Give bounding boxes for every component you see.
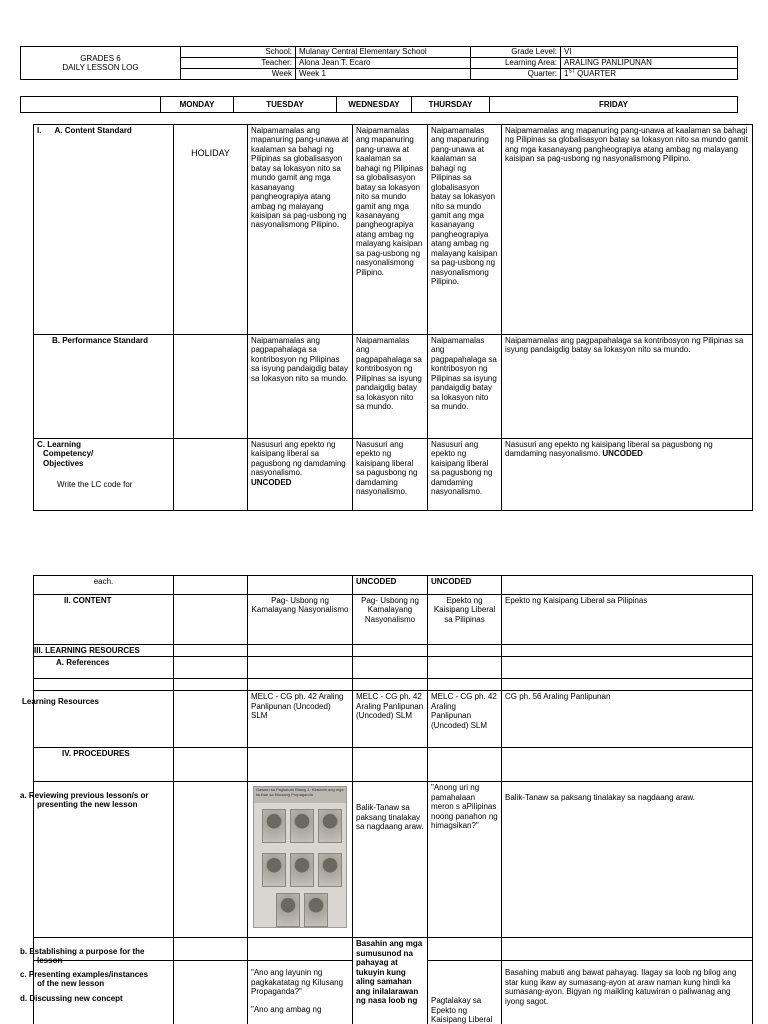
school-value: Mulanay Central Elementary School bbox=[296, 47, 471, 58]
content-standard-label: I. A. Content Standard bbox=[34, 125, 174, 335]
day-wednesday: WEDNESDAY bbox=[337, 97, 412, 113]
grade-value: VI bbox=[561, 47, 738, 58]
area-label: Learning Area: bbox=[471, 58, 561, 69]
week-label: Week bbox=[181, 69, 296, 80]
procedure-d-label-text: d. Discussing new concept bbox=[20, 994, 123, 1003]
week-value: Week 1 bbox=[296, 69, 471, 80]
quarter-value: 1ST QUARTER bbox=[561, 69, 738, 80]
teacher-label: Teacher: bbox=[181, 58, 296, 69]
performance-standard-label: B. Performance Standard bbox=[34, 335, 174, 439]
day-monday: MONDAY bbox=[161, 97, 234, 113]
quarter-label: Quarter: bbox=[471, 69, 561, 80]
portrait-8 bbox=[304, 893, 328, 927]
learning-competency-label: C. Learning Competency/ Objectives Write the LC code for bbox=[34, 439, 174, 511]
learning-competency-monday bbox=[174, 439, 248, 511]
performance-standard-thursday: Naipamamalas ang pagpapahalaga sa kontribosyon ng Pilipinas sa isyung pandaigdig batay sa lokasyon nito sa mundo. bbox=[428, 335, 502, 439]
content-standard-monday: HOLIDAY bbox=[174, 125, 248, 335]
resources-thursday: MELC - CG ph. 42 Araling Panlipunan (Uncoded) SLM bbox=[428, 691, 502, 748]
header-table bbox=[20, 46, 738, 80]
procedure-a-wednesday: Balik-Tanaw sa paksang tinalakay sa nagdaang araw. bbox=[353, 782, 428, 938]
lc-note-cont: each. bbox=[34, 576, 174, 595]
portrait-1 bbox=[262, 809, 286, 843]
performance-standard-monday bbox=[174, 335, 248, 439]
content-standard-wednesday: Naipamamalas ang mapanuring pang-unawa at kaalaman sa bahagi ng Pilipinas sa globalisasyon batay sa lokasyon nito sa mundo gamit ang mga kasanayang pangheograpiya atang ambag ng malayang kaisipan sa pag-usbong ng nasyonalismong Pilipino. bbox=[353, 125, 428, 335]
procedure-a-tuesday bbox=[248, 782, 353, 938]
procedure-a-friday: Balik-Tanaw sa paksang tinalakay sa nagdaang araw. bbox=[502, 782, 753, 938]
learning-competency-tuesday: Nasusuri ang epekto ng kaisipang liberal sa pagusbong ng damdaming nasyonalismo. UNCODED bbox=[248, 439, 353, 511]
learning-competency-thursday: Nasusuri ang epekto ng kaisipang liberal sa pagusbong ng damdaming nasyonalismo. bbox=[428, 439, 502, 511]
procedure-cd-tuesday: "Ano ang layunin ng pagkakatatag ng Kilusang Propaganda?" "Ano ang ambag ng bbox=[248, 961, 353, 1024]
content-standard-thursday: Naipamamalas ang mapanuring pang-unawa at kaalaman sa bahagi ng Pilipinas sa globalisasyon batay sa lokasyon nito sa mundo gamit ang mga kasanayang pangheograpiya atang ambag ng malayang kaisipan sa pag-usbong ng nasyonalismong Pilipino. bbox=[428, 125, 502, 335]
portrait-2 bbox=[290, 809, 314, 843]
content-friday: Epekto ng Kaisipang Liberal sa Pilipinas bbox=[502, 595, 753, 645]
content-tuesday: Pag- Usbong ng Kamalayang Nasyonalismo bbox=[248, 595, 353, 645]
teacher-value: Alona Jean T. Ecaro bbox=[296, 58, 471, 69]
grade-label: Grade Level: bbox=[471, 47, 561, 58]
days-header bbox=[20, 96, 738, 113]
procedure-b-label-text: b. Establishing a purpose for the lesson bbox=[20, 947, 145, 966]
day-thursday: THURSDAY bbox=[412, 97, 490, 113]
procedures-label: IV. PROCEDURES bbox=[34, 748, 174, 782]
propaganda-photo bbox=[253, 786, 347, 928]
log-title: GRADES 6 DAILY LESSON LOG bbox=[21, 47, 181, 80]
portrait-4 bbox=[262, 853, 286, 887]
procedure-c-label-text: c. Presenting examples/instances of the new lesson bbox=[20, 970, 149, 989]
procedure-a-thursday: "Anong uri ng pamahalaan meron s aPilipinas noong panahon ng himagsikan?" bbox=[428, 782, 502, 938]
day-tuesday: TUESDAY bbox=[234, 97, 337, 113]
school-label: School: bbox=[181, 47, 296, 58]
content-label: II. CONTENT bbox=[34, 595, 174, 645]
resources-wednesday: MELC - CG ph. 42 Araling Panlipunan (Uncoded) SLM bbox=[353, 691, 428, 748]
procedure-cd-wednesday: Basahin ang mga sumusunod na pahayag at tukuyin kung aling samahan ang inilalarawan ng nasa loob ng bbox=[353, 938, 428, 1024]
area-value: ARALING PANLIPUNAN bbox=[561, 58, 738, 69]
portrait-7 bbox=[276, 893, 300, 927]
performance-standard-tuesday: Naipamamalas ang pagpapahalaga sa kontribosyon ng Pilipinas sa isyung pandaigdig batay sa lokasyon nito sa mundo. bbox=[248, 335, 353, 439]
content-standard-tuesday: Naipamamalas ang mapanuring pang-unawa at kaalaman sa bahagi ng Pilipinas sa globalisasyon batay sa lokasyon nito sa mundo gamit ang mga kasanayang pangheograpiya atang ambag ng malayang kaisipan sa pag-usbong ng nasyonalismong Pilipino. bbox=[248, 125, 353, 335]
procedure-cd-friday: Basahing mabuti ang bawat pahayag. Ilagay sa loob ng bilog ang star kung ikaw ay sumasang-ayon at araw naman kung hindi ka sumasang-ayon. Bigyan ng maikling katuwiran o paliwanag ang iyong sagot. bbox=[502, 961, 753, 1024]
learning-resources-label: Learning Resources bbox=[22, 697, 99, 706]
thursday-code: UNCODED bbox=[428, 576, 502, 595]
performance-standard-friday: Naipamamalas ang pagpapahalaga sa kontribosyon ng Pilipinas sa isyung pandaigdig batay sa lokasyon nito sa mundo. bbox=[502, 335, 753, 439]
portrait-5 bbox=[290, 853, 314, 887]
content-thursday: Epekto ng Kaisipang Liberal sa Pilipinas bbox=[428, 595, 502, 645]
wednesday-code: UNCODED bbox=[353, 576, 428, 595]
performance-standard-wednesday: Naipamamalas ang pagpapahalaga sa kontribosyon ng Pilipinas sa isyung pandaigdig batay sa lokasyon nito sa mundo. bbox=[353, 335, 428, 439]
lesson-table-page1 bbox=[33, 124, 753, 511]
content-standard-friday: Naipamamalas ang mapanuring pang-unawa at kaalaman sa bahagi ng Pilipinas sa globalisasyon batay sa lokasyon nito sa mundo gamit ang mga kasanayang pangheograpiya atang ambag ng malayang kaisipan sa pag-usbong ng nasyonalismong Pilipino. bbox=[502, 125, 753, 335]
resources-friday: CG ph. 56 Araling Panlipunan bbox=[502, 691, 753, 748]
days-blank bbox=[21, 97, 161, 113]
day-friday: FRIDAY bbox=[490, 97, 738, 113]
procedure-cd-thursday: Pagtalakay sa Epekto ng Kaisipang Liberal bbox=[428, 961, 502, 1024]
portrait-6 bbox=[318, 853, 342, 887]
resources-tuesday: MELC - CG ph. 42 Araling Panlipunan (Uncoded) SLM bbox=[248, 691, 353, 748]
learning-competency-friday: Nasusuri ang epekto ng kaisipang liberal sa pagusbong ng damdaming nasyonalismo. UNCODED bbox=[502, 439, 753, 511]
references-label: A. References bbox=[34, 657, 174, 679]
content-wednesday: Pag- Usbong ng Kamalayang Nasyonalismo bbox=[353, 595, 428, 645]
procedure-a-label-text: a. Reviewing previous lesson/s or presenting the new lesson bbox=[20, 791, 149, 810]
photo-caption: Gawain sa Pagkatuto Bilang 1: Kilalanin ang mga tauhan sa Kilusang Propaganda bbox=[254, 787, 346, 803]
learning-competency-wednesday: Nasusuri ang epekto ng kaisipang liberal sa pagusbong ng damdaming nasyonalismo. bbox=[353, 439, 428, 511]
resources-label: III. LEARNING RESOURCES bbox=[34, 645, 174, 657]
portrait-3 bbox=[318, 809, 342, 843]
